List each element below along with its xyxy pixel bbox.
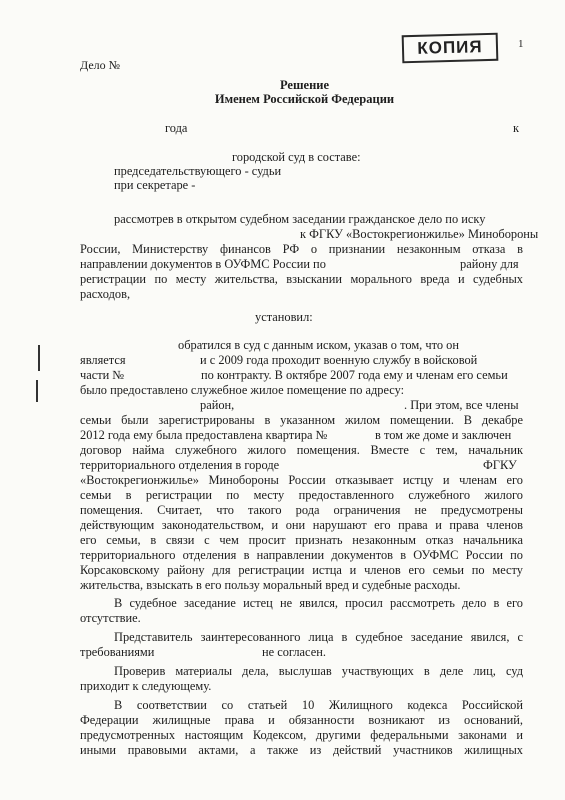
text-line: В соответствии со статьей 10 Жилищного кодекса Российской [114, 698, 523, 712]
text-line: «Востокрегионжилье» Минобороны России отказывает истцу и членам его [80, 473, 523, 487]
text-line: помещения. Считает, что такого рода ограничения не предусмотрены [80, 503, 523, 517]
date-city-suffix: к [513, 121, 520, 135]
text-line: направлении документов в ОУФМС России по [80, 257, 326, 271]
text-line: району для [460, 257, 519, 271]
text-line: В судебное заседание истец не явился, просил рассмотреть дело в его [114, 596, 523, 610]
text-line: по контракту. В октябре 2007 года ему и членам его семьи [201, 368, 508, 382]
text-line: части № [80, 368, 125, 382]
text-line: иными правовыми актами, а также из действий участников жилищных [80, 743, 523, 757]
text-line: Проверив материалы дела, выслушав участвующих в деле лиц, суд [114, 664, 523, 678]
page-number: 1 [518, 38, 524, 50]
text-line: отсутствие. [80, 611, 141, 625]
document-title: Решение [279, 78, 330, 92]
text-line: приходит к следующему. [80, 679, 212, 693]
text-line: является [80, 353, 126, 367]
text-line: регистрации по месту жительства, взыскании морального вреда и судебных [80, 272, 523, 286]
text-line: Корсаковскому району для регистрации истца и членов его семьи по месту [80, 563, 523, 577]
text-line: семьи в регистрации по месту предоставленного служебного жилого [80, 488, 523, 502]
text-line: договор найма служебного жилого помещения. Вместе с тем, начальник [80, 443, 523, 457]
court-line: городской суд в составе: [232, 150, 361, 164]
text-line: рассмотрев в открытом судебном заседании гражданское дело по иску [114, 212, 486, 226]
text-line: жительства, взыскать в его пользу моральный вред и судебные расходы. [80, 578, 461, 592]
text-line: обратился в суд с данным иском, указав о том, что он [178, 338, 459, 352]
text-line: Федерации жилищные права и обязанности возникают из оснований, [80, 713, 523, 727]
copy-stamp: КОПИЯ [402, 33, 499, 64]
text-line: ФГКУ [483, 458, 517, 472]
secretary: при секретаре - [114, 178, 196, 192]
text-line: предусмотренных настоящим Кодексом, другими федеральными законами и [80, 728, 523, 742]
text-line: расходов, [80, 287, 131, 301]
text-line: Представитель заинтересованного лица в судебное заседание явился, с [114, 630, 523, 644]
text-line: действующим законодательством, и они нарушают его права и права членов [80, 518, 523, 532]
text-line: к ФГКУ «Востокрегионжилье» Минобороны [300, 227, 539, 241]
text-line: 2012 года ему была предоставлена квартира № [80, 428, 328, 442]
section-heading: установил: [255, 310, 313, 324]
margin-mark [38, 345, 40, 371]
text-line: требованиями [80, 645, 155, 659]
text-line: семьи были зарегистрированы в указанном жилом помещении. В декабре [80, 413, 523, 427]
text-line: России, Министерству финансов РФ о признании незаконным отказа в [80, 242, 523, 256]
text-line: не согласен. [262, 645, 326, 659]
text-line: в том же доме и заключен [375, 428, 512, 442]
document-subtitle: Именем Российской Федерации [214, 92, 395, 106]
text-line: . При этом, все члены [404, 398, 519, 412]
text-line: территориального отделения в городе [80, 458, 280, 472]
date-year: года [165, 121, 188, 135]
text-line: его семьи, в связи с чем просит признать незаконным отказ начальника [80, 533, 523, 547]
margin-mark [36, 380, 38, 402]
text-line: территориального отделения в направлении документов в ОУФМС России по [80, 548, 523, 562]
text-line: и с 2009 года проходит военную службу в войсковой [200, 353, 478, 367]
case-number: Дело № [80, 58, 121, 72]
text-line: район, [200, 398, 235, 412]
presiding-judge: председательствующего - судьи [114, 164, 282, 178]
text-line: было предоставлено служебное жилое помещение по адресу: [80, 383, 405, 397]
